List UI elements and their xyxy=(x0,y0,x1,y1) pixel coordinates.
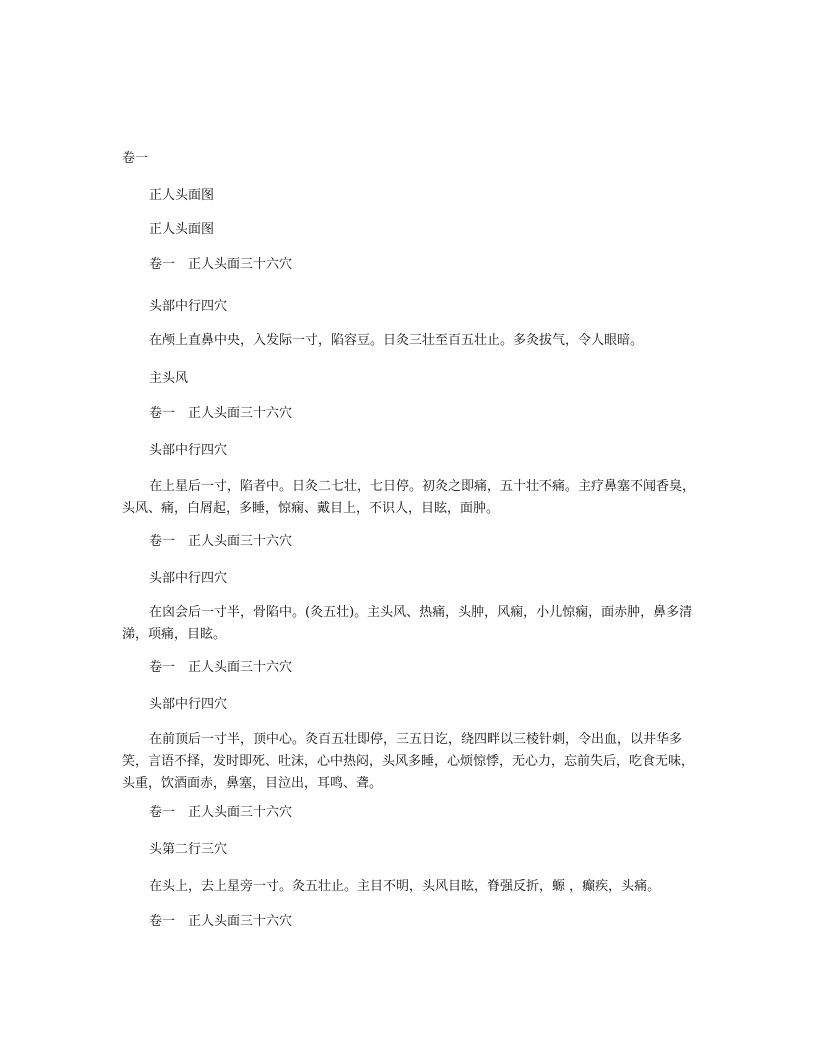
section-title: 卷一 正人头面三十六穴 xyxy=(149,406,293,421)
paragraph: 在上星后一寸，陷者中。日灸二七壮，七日停。初灸之即痛，五十壮不痛。主疗鼻塞不闻香臭，头风、痛，白屑起，多睡，惊痫、戴目上，不识人，目眩，面肿。 xyxy=(122,479,696,516)
section-title: 卷一 正人头面三十六穴 xyxy=(149,534,293,549)
section-title: 卷一 正人头面三十六穴 xyxy=(149,660,293,675)
chapter-heading: 卷一 xyxy=(122,151,149,166)
paragraph: 在囟会后一寸半，骨陷中。(灸五壮)。主头风、热痛，头肿，风痫，小儿惊痫，面赤肿，鼻多清涕，项痛，目眩。 xyxy=(122,605,693,642)
subsection-title: 头部中行四穴 xyxy=(149,571,228,586)
subsection-title: 头部中行四穴 xyxy=(149,697,228,712)
paragraph: 在头上，去上星旁一寸。灸五壮止。主目不明，头风目眩，脊强反折，螈 ，癫疾，头痛。 xyxy=(149,879,661,894)
paragraph: 在颅上直鼻中央，入发际一寸，陷容豆。日灸三壮至百五壮止。多灸拔气，令人眼暗。 xyxy=(149,333,644,348)
subsection-title: 头第二行三穴 xyxy=(149,842,228,857)
section-title: 卷一 正人头面三十六穴 xyxy=(149,914,293,929)
figure-caption: 正人头面图 xyxy=(149,188,215,203)
subsection-title: 头部中行四穴 xyxy=(149,443,228,458)
subsection-title: 头部中行四穴 xyxy=(149,299,228,314)
paragraph: 在前顶后一寸半，顶中心。灸百五壮即停，三五日讫，绕四畔以三棱针刺，令出血，以井华多笑，言语不择，发时即死、吐沫，心中热闷，头风多睡，心烦惊悸，无心力，忘前失后，吃食无味，头重，饮酒面赤，鼻塞，目泣出，耳鸣、聋。 xyxy=(122,732,695,791)
figure-caption: 正人头面图 xyxy=(149,222,215,237)
section-title: 卷一 正人头面三十六穴 xyxy=(149,257,293,272)
section-title: 卷一 正人头面三十六穴 xyxy=(149,805,293,820)
paragraph: 主头风 xyxy=(149,371,189,386)
